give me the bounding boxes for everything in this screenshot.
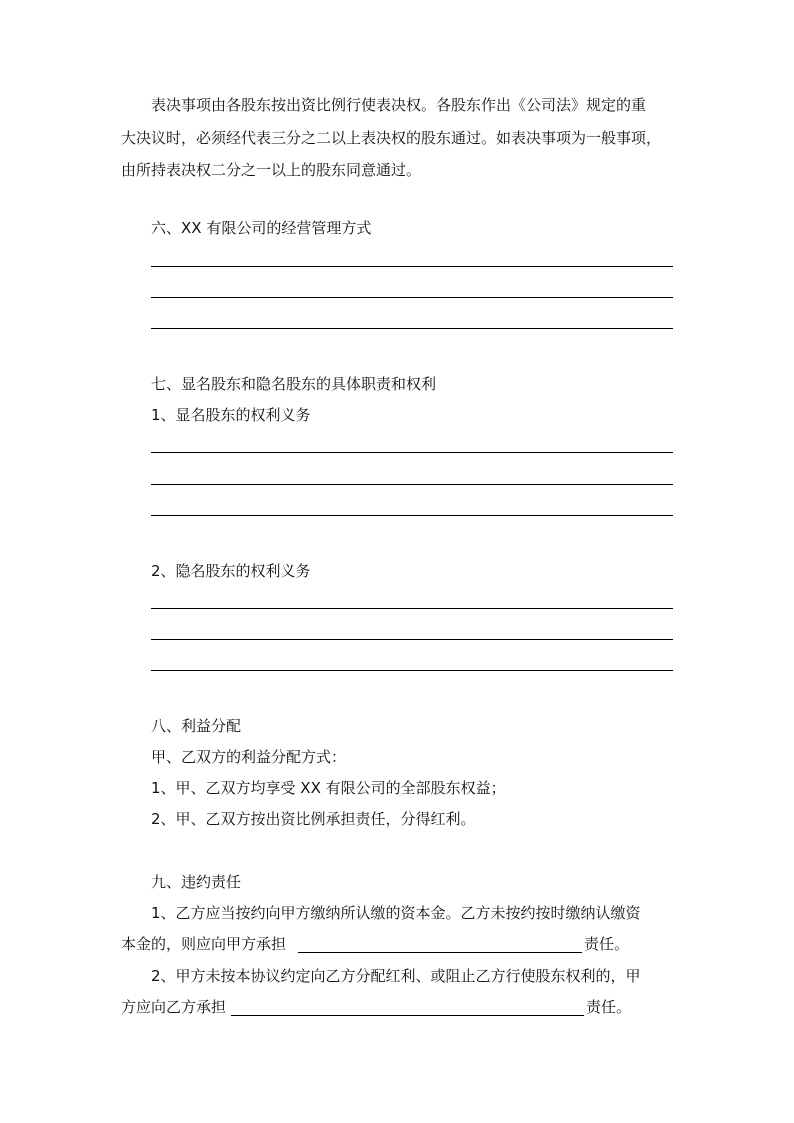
section-9-clause-1-line-1: 1、乙方应当按约向甲方缴纳所认缴的资本金。乙方未按约按时缴纳认缴资 [151,904,641,922]
intro-paragraph-line-1: 表决事项由各股东按出资比例行使表决权。各股东作出《公司法》规定的重 [151,96,647,114]
section-9-clause-2-line-2-suffix: 责任。 [586,998,632,1016]
section-9-clause-2-fill-blank [231,1015,584,1016]
section-7-2-blank-line-2 [151,639,673,640]
section-9-clause-1-line-2-prefix: 本金的，则应向甲方承担 [121,935,287,953]
section-6-blank-line-2 [151,297,673,298]
section-6-heading: 六、XX 有限公司的经营管理方式 [151,219,372,237]
section-7-1-blank-line-1 [151,452,673,453]
section-7-heading: 七、显名股东和隐名股东的具体职责和权利 [151,375,437,393]
section-7-2-blank-line-3 [151,670,673,671]
section-7-2-blank-line-1 [151,608,673,609]
section-8-item-2: 2、甲、乙双方按出资比例承担责任，分得红利。 [151,810,476,828]
section-7-subheading-2: 2、隐名股东的权利义务 [151,562,311,580]
section-9-clause-2-line-1: 2、甲方未按本协议约定向乙方分配红利、或阻止乙方行使股东权利的，甲 [151,967,641,985]
section-7-1-blank-line-3 [151,515,673,516]
section-6-blank-line-1 [151,266,673,267]
section-9-clause-1-line-2-suffix: 责任。 [584,935,630,953]
section-9-clause-1-fill-blank [298,952,582,953]
intro-paragraph-line-2: 大决议时，必须经代表三分之二以上表决权的股东通过。如表决事项为一般事项， [121,129,662,147]
section-8-intro: 甲、乙双方的利益分配方式： [151,748,347,766]
section-7-subheading-1: 1、显名股东的权利义务 [151,406,311,424]
intro-paragraph-line-3: 由所持表决权二分之一以上的股东同意通过。 [121,161,422,179]
section-8-heading: 八、利益分配 [151,717,242,735]
section-9-clause-2-line-2-prefix: 方应向乙方承担 [121,998,227,1016]
section-6-blank-line-3 [151,328,673,329]
section-9-heading: 九、违约责任 [151,873,242,891]
section-8-item-1: 1、甲、乙双方均享受 XX 有限公司的全部股东权益； [151,779,506,797]
section-7-1-blank-line-2 [151,484,673,485]
